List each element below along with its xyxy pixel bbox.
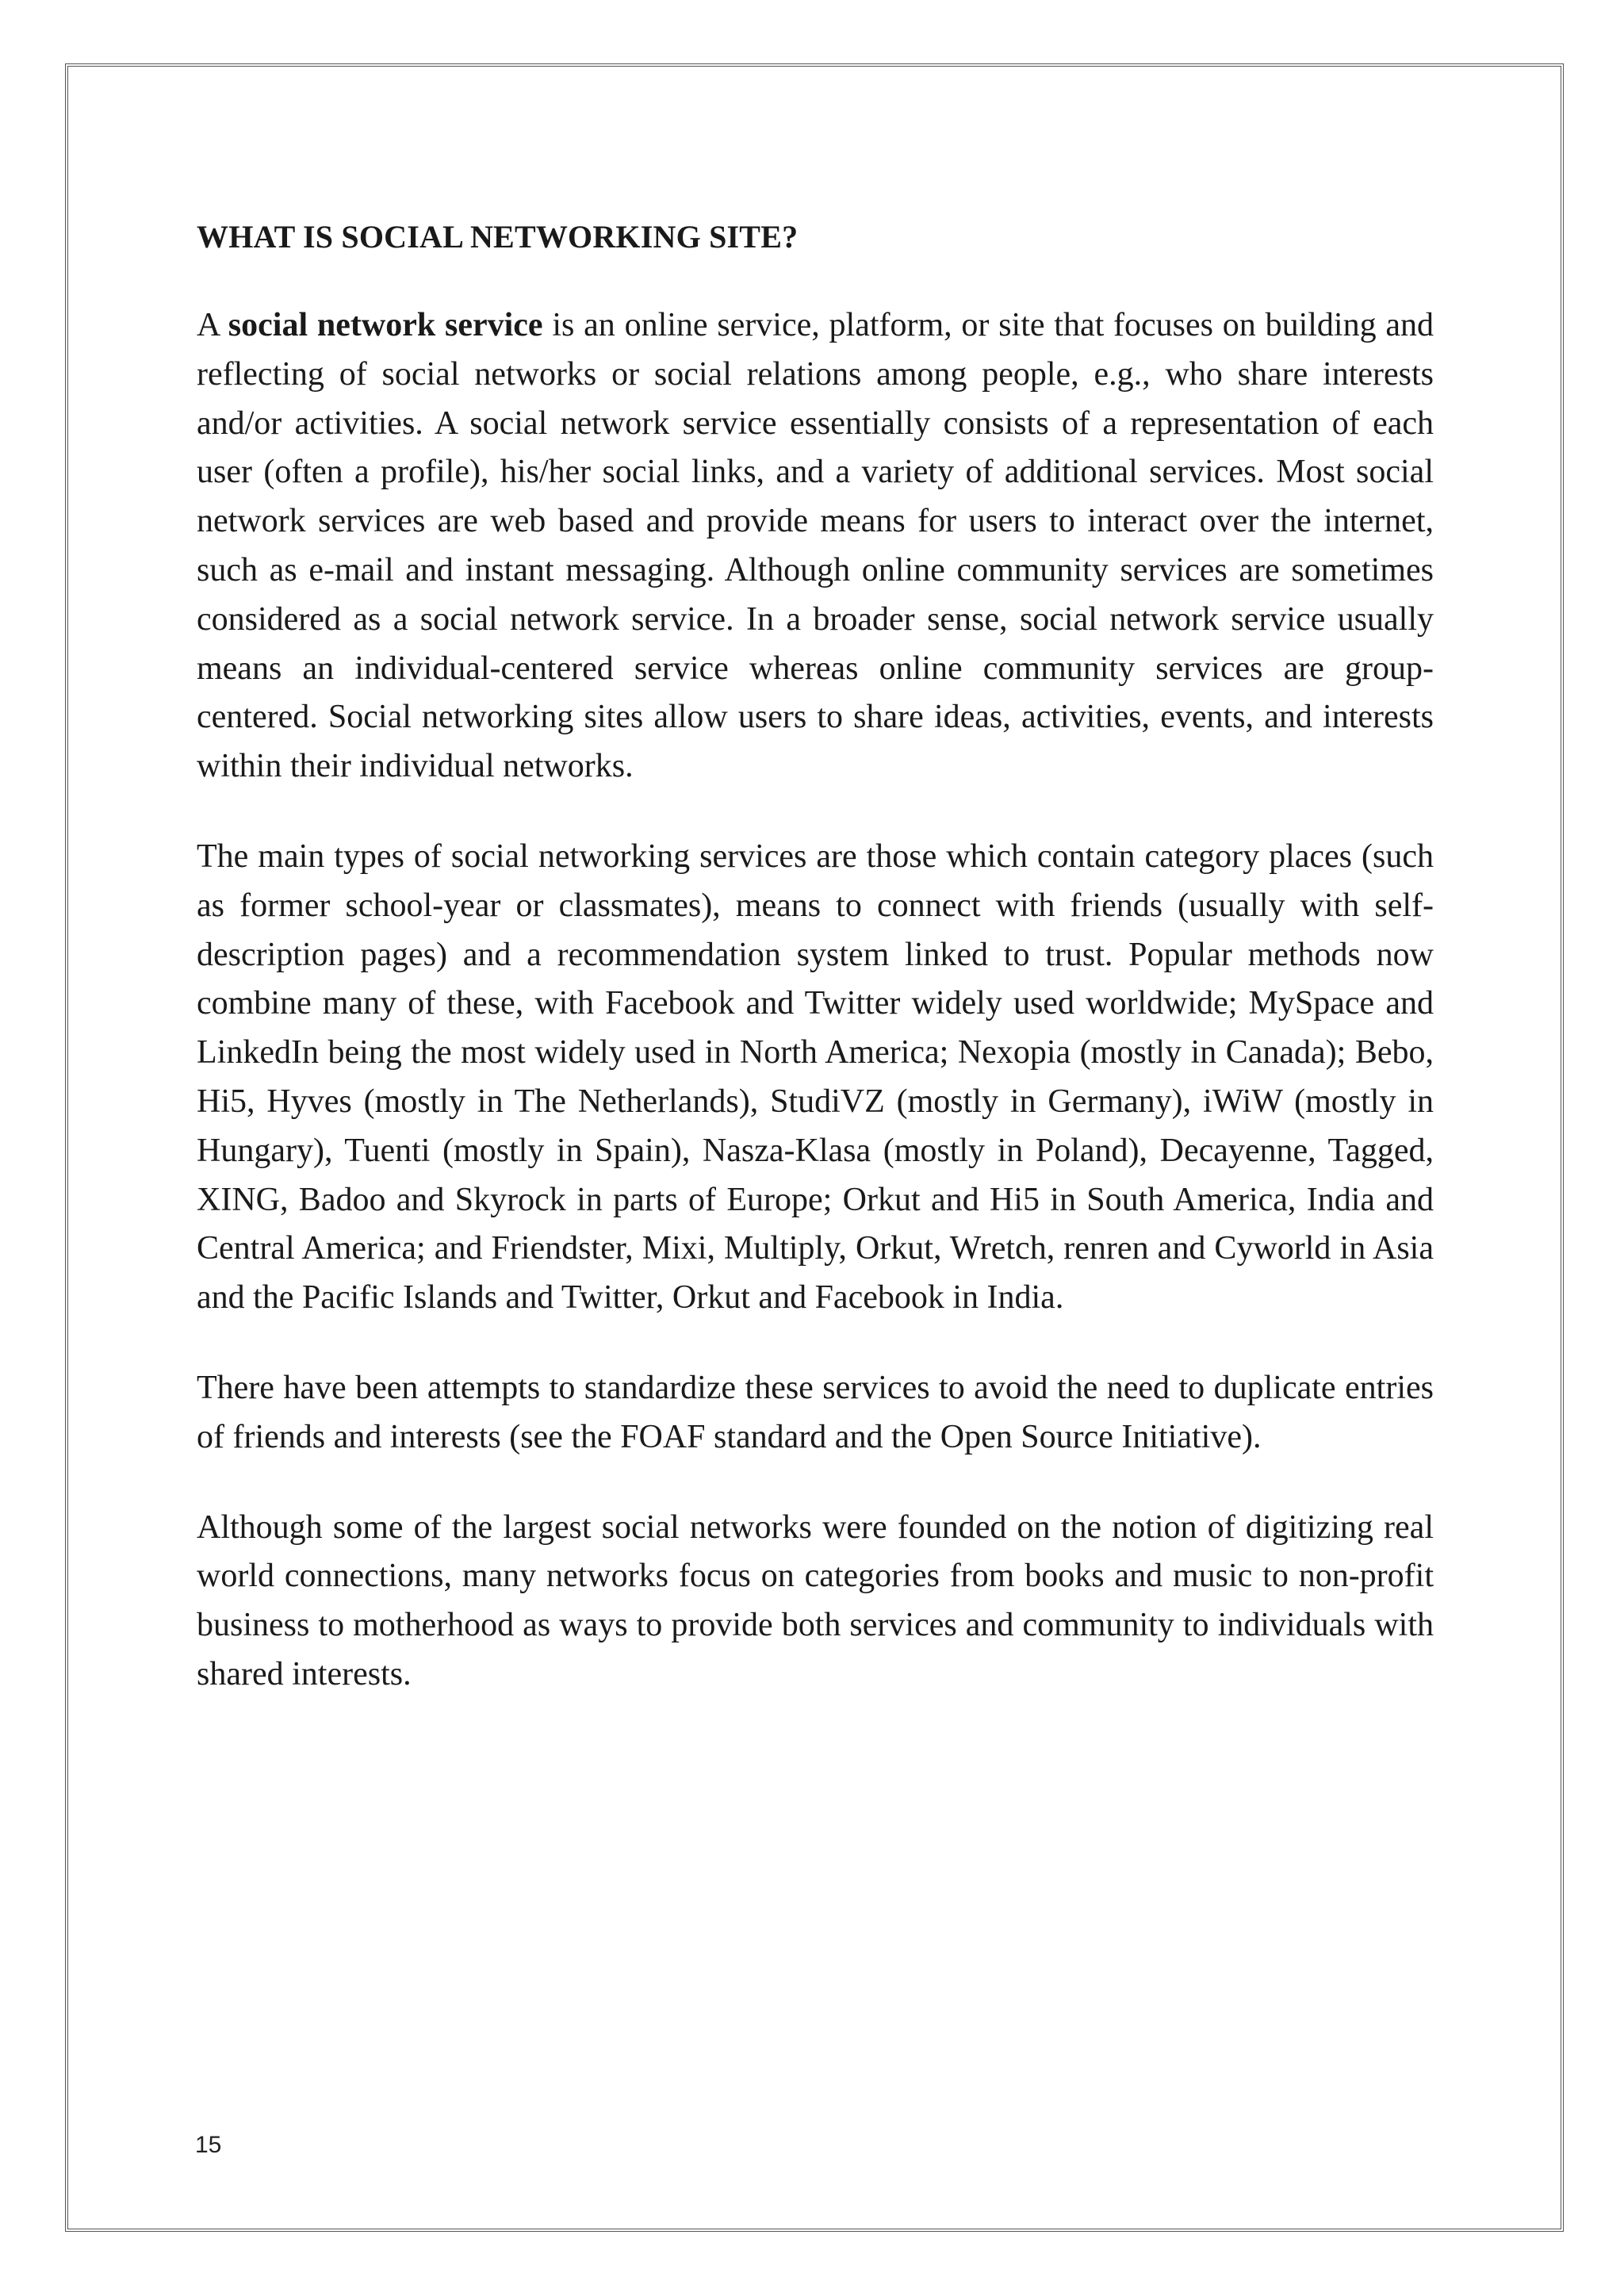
bold-term: social network service [228, 307, 543, 343]
page-content [197, 213, 1434, 1741]
paragraph-definition [197, 301, 1434, 792]
paragraph-standardize: There have been attempts to standardize these services to avoid the need to duplicate entries of friends and interests (see the FOAF standard and the Open Source Initiative). [197, 1369, 1434, 1455]
paragraph-categories: Although some of the largest social networks were founded on the notion of digitizing real world connections, many networks focus on categories from books and music to non-profit business to motherhood as ways to provide both services and community to individuals with shared interests. [197, 1508, 1434, 1692]
paragraph-types: The main types of social networking services are those which contain category places (such as former school-year or classmates), means to connect with friends (usually with self-description pages) and a recommendation system linked to trust. Popular methods now combine many of these, with Facebook and Twitter widely used worldwide; MySpace and LinkedIn being the most widely used in North America; Nexopia (mostly in Canada); Bebo, Hi5, Hyves (mostly in The Netherlands), StudiVZ (mostly in Germany), iWiW (mostly in Hungary), Tuenti (mostly in Spain), Nasza-Klasa (mostly in Poland), Decayenne, Tagged, XING, Badoo and Skyrock in parts of Europe; Orkut and Hi5 in South America, India and Central America; and Friendster, Mixi, Multiply, Orkut, Wretch, renren and Cyworld in Asia and the Pacific Islands and Twitter, Orkut and Facebook in India. [197, 838, 1434, 1317]
paragraph-lead: A [197, 307, 228, 343]
section-heading: WHAT IS SOCIAL NETWORKING SITE? [197, 219, 799, 255]
paragraph-rest: is an online service, platform, or site that focuses on building and reflecting of social networks or social relations among people, e.g., who share interests and/or activities. A social network service essentially consists of a representation of each user (often a profile), his/her social links, and a variety of additional services. Most social network services are web based and provide means for users to interact over the internet, such as e-mail and instant messaging. Although online community services are sometimes considered as a social network service. In a broader sense, social network service usually means an individual-centered service whereas online community services are group-centered. Social networking sites allow users to share ideas, activities, events, and interests within their individual networks. [197, 307, 1434, 785]
page-number: 15 [195, 2132, 222, 2158]
